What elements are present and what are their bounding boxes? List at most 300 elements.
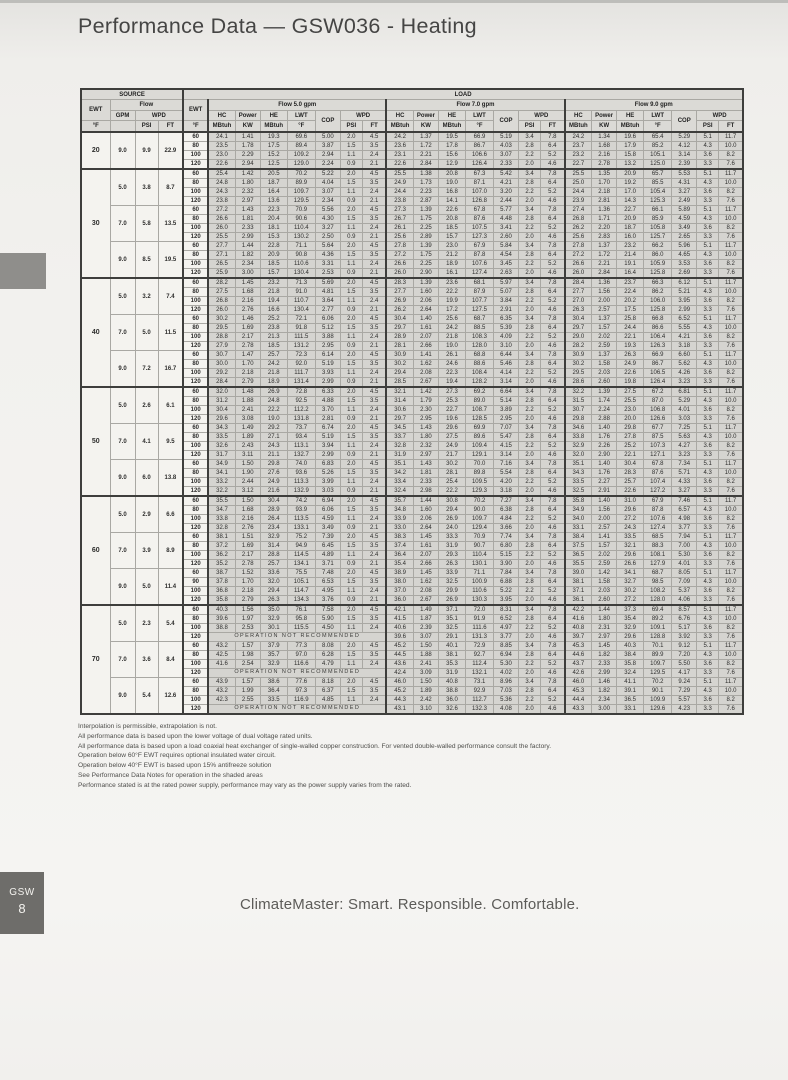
value-cell: 2.1 [362,596,386,606]
value-cell: 4.6 [541,306,565,315]
value-cell: 40.6 [386,624,413,633]
value-cell: 87.0 [644,397,672,406]
value-cell: 27.3 [386,206,413,215]
value-cell: 28.6 [565,378,592,388]
source-psi-value: 2.6 [135,387,158,424]
value-cell: 2.1 [362,451,386,460]
value-cell: 2.4 [362,478,386,487]
value-cell: 32.0 [565,451,592,460]
lwt-unit: °F [644,121,672,133]
value-cell: 46.0 [386,678,413,687]
value-cell: 91.0 [287,288,315,297]
value-cell: 34.9 [208,460,235,469]
value-cell: 1.37 [592,351,617,360]
value-cell: 3.6 [697,224,719,233]
source-ft-value: 6.6 [158,496,183,533]
value-cell: 10.0 [719,506,743,515]
value-cell: 4.3 [697,215,719,224]
value-cell: 28.9 [260,506,287,515]
value-cell: 7.09 [672,578,697,587]
value-cell: 1.34 [592,132,617,142]
value-cell: 34.6 [565,424,592,433]
value-cell: 7.8 [541,678,565,687]
value-cell: 3.3 [697,705,719,715]
value-cell: 67.7 [644,424,672,433]
value-cell: 129.1 [465,451,493,460]
value-cell: 5.36 [494,696,519,705]
value-cell: 7.8 [541,278,565,288]
value-cell: 1.80 [235,179,260,188]
value-cell: 114.7 [287,587,315,596]
footnotes [78,722,738,791]
value-cell: 37.5 [565,542,592,551]
value-cell: 2.0 [340,605,362,615]
value-cell: 5.14 [494,397,519,406]
value-cell: 8.2 [719,442,743,451]
ft-header: FT [158,121,183,133]
source-gpm-value: 9.0 [110,351,135,388]
value-cell: 110.4 [465,551,493,560]
value-cell: 1.62 [413,578,438,587]
value-cell: 27.2 [386,251,413,260]
value-cell: 12.9 [438,160,465,170]
value-cell: 8.2 [719,224,743,233]
value-cell: 6.53 [315,578,340,587]
value-cell: 3.27 [315,224,340,233]
value-cell: 8.2 [719,515,743,524]
source-ewt-value: 60 [81,496,110,605]
value-cell: 7.8 [541,460,565,469]
value-cell: 5.1 [697,496,719,506]
value-cell: 22.2 [260,406,287,415]
value-cell: 27.5 [438,433,465,442]
value-cell: 1.40 [592,424,617,433]
value-cell: 2.78 [235,560,260,569]
value-cell: 1.1 [340,696,362,705]
value-cell: 33.8 [208,515,235,524]
value-cell: 7.94 [672,533,697,542]
value-cell: 42.4 [386,669,413,678]
value-cell: 4.5 [362,569,386,578]
value-cell: 39.1 [617,687,644,696]
value-cell: 4.5 [362,642,386,651]
value-cell: 1.57 [235,678,260,687]
value-cell: 2.89 [413,233,438,242]
value-cell: 32.6 [438,705,465,715]
value-cell: 7.8 [541,424,565,433]
value-cell: 2.79 [235,378,260,388]
value-cell: 1.1 [340,224,362,233]
value-cell: 11.7 [719,278,743,288]
load-ewt-value: 100 [183,151,208,160]
value-cell: 131.4 [287,378,315,388]
value-cell: 2.99 [672,306,697,315]
value-cell: 1.79 [413,397,438,406]
value-cell: 2.4 [362,188,386,197]
source-ft-value: 13.8 [158,460,183,497]
value-cell: 7.29 [672,687,697,696]
value-cell: 27.6 [260,469,287,478]
value-cell: 33.7 [386,433,413,442]
value-cell: 44.5 [386,651,413,660]
value-cell: 5.62 [672,360,697,369]
load-ewt-value: 120 [183,560,208,569]
value-cell: 26.1 [438,351,465,360]
value-cell: 3.95 [672,297,697,306]
value-cell: 2.0 [519,705,541,715]
value-cell: 4.3 [697,687,719,696]
value-cell: 17.5 [617,306,644,315]
value-cell: 3.4 [519,315,541,324]
load-ewt-value: 100 [183,188,208,197]
value-cell: 20.8 [438,169,465,179]
value-cell: 1.39 [413,242,438,251]
value-cell: 2.4 [362,224,386,233]
value-cell: 90.1 [644,687,672,696]
value-cell: 23.9 [565,197,592,206]
value-cell: 72.3 [287,351,315,360]
value-cell: 1.41 [592,533,617,542]
value-cell: 109.5 [465,478,493,487]
value-cell: 2.18 [592,188,617,197]
power-header: Power [235,111,260,121]
value-cell: 128.8 [644,633,672,642]
value-cell: 2.0 [340,169,362,179]
value-cell: 32.2 [208,487,235,497]
value-cell: 3.4 [519,206,541,215]
scan-top-edge [0,0,788,3]
source-ewt-value: 40 [81,278,110,387]
value-cell: 1.5 [340,179,362,188]
footnote: Interpolation is permissible, extrapolation is not. [78,723,217,730]
value-cell: 37.1 [438,605,465,615]
value-cell: 73.7 [287,424,315,433]
value-cell: 6.44 [494,351,519,360]
value-cell: 23.8 [208,197,235,206]
value-cell: 7.48 [315,569,340,578]
value-cell: 107.6 [465,260,493,269]
value-cell: 2.53 [235,624,260,633]
value-cell: 31.4 [260,542,287,551]
value-cell: 21.8 [260,288,287,297]
value-cell: 7.20 [672,651,697,660]
load-ewt-value: 100 [183,551,208,560]
load-ewt-value: 120 [183,378,208,388]
source-psi-value: 6.0 [135,460,158,497]
value-cell: 26.3 [617,351,644,360]
value-cell: 1.41 [413,351,438,360]
source-gpm-value: 9.0 [110,132,135,169]
value-cell: 113.5 [287,515,315,524]
value-cell: 24.8 [260,397,287,406]
value-cell: 94.9 [287,542,315,551]
lwt-unit: °F [465,121,493,133]
value-cell: 7.03 [494,687,519,696]
value-cell: 7.84 [494,569,519,578]
value-cell: 1.81 [413,469,438,478]
value-cell: 21.7 [438,451,465,460]
value-cell: 1.1 [340,333,362,342]
value-cell: 3.49 [315,524,340,533]
value-cell: 4.3 [697,542,719,551]
value-cell: 3.5 [362,651,386,660]
page-title: Performance Data — GSW036 - Heating [78,14,477,39]
value-cell: 6.14 [315,351,340,360]
source-psi-value: 2.3 [135,605,158,642]
value-cell: 3.87 [315,142,340,151]
value-cell: 127.5 [465,306,493,315]
source-gpm-value: 5.0 [110,169,135,206]
value-cell: 7.6 [719,560,743,569]
value-cell: 5.00 [315,132,340,142]
value-cell: 5.12 [315,324,340,333]
value-cell: 1.42 [235,169,260,179]
value-cell: 5.29 [672,397,697,406]
value-cell: 7.6 [719,705,743,715]
value-cell: 28.2 [565,342,592,351]
value-cell: 3.95 [494,596,519,606]
value-cell: 2.34 [315,197,340,206]
value-cell: 10.0 [719,288,743,297]
value-cell: 22.7 [617,206,644,215]
source-ft-value: 12.6 [158,678,183,715]
page-footer-box [0,872,44,934]
load-ewt-value: 120 [183,596,208,606]
value-cell: 2.0 [340,496,362,506]
value-cell: 108.1 [644,551,672,560]
value-cell: 27.4 [565,206,592,215]
lwt-header: LWT [465,111,493,121]
value-cell: 2.0 [340,533,362,542]
value-cell: 2.29 [235,151,260,160]
value-cell: 35.4 [617,615,644,624]
value-cell: 65.4 [644,132,672,142]
value-cell: 2.64 [413,306,438,315]
value-cell: 6.45 [315,542,340,551]
value-cell: 7.6 [719,596,743,606]
value-cell: 11.7 [719,132,743,142]
value-cell: 27.8 [565,242,592,251]
value-cell: 1.45 [413,533,438,542]
value-cell: 3.64 [315,297,340,306]
footer-box-page-number: 8 [18,901,26,916]
value-cell: 2.2 [519,660,541,669]
source-gpm-value: 9.0 [110,460,135,497]
value-cell: 19.9 [438,297,465,306]
value-cell: 2.8 [519,251,541,260]
value-cell: 19.6 [617,132,644,142]
value-cell: 2.33 [413,478,438,487]
value-cell: 130.4 [287,269,315,279]
value-cell: 7.39 [315,533,340,542]
value-cell: 70.1 [644,642,672,651]
value-cell: 5.97 [494,278,519,288]
value-cell: 8.57 [672,605,697,615]
value-cell: 2.2 [519,406,541,415]
value-cell: 27.2 [617,596,644,606]
value-cell: 15.2 [260,151,287,160]
value-cell: 4.6 [541,524,565,533]
value-cell: 1.36 [592,206,617,215]
value-cell: 2.1 [362,269,386,279]
value-cell: 5.2 [541,587,565,596]
value-cell: 2.33 [235,224,260,233]
value-cell: 1.68 [235,288,260,297]
value-cell: 7.8 [541,605,565,615]
flow-group-header-2: Flow 9.0 gpm [565,100,743,111]
value-cell: 1.88 [235,397,260,406]
value-cell: 28.9 [386,333,413,342]
load-ewt-value: 120 [183,160,208,170]
value-cell: 7.8 [541,351,565,360]
value-cell: 15.7 [260,269,287,279]
value-cell: 3.3 [697,596,719,606]
table-row [81,569,743,578]
value-cell: 126.6 [644,415,672,424]
value-cell: 43.7 [565,660,592,669]
value-cell: 37.8 [208,578,235,587]
value-cell: 2.07 [413,551,438,560]
value-cell: 32.2 [565,387,592,397]
value-cell: 127.3 [465,233,493,242]
load-ewt-value: 60 [183,315,208,324]
load-ewt-value: 120 [183,633,208,642]
value-cell: 3.4 [519,642,541,651]
value-cell: 20.9 [617,169,644,179]
value-cell: 125.8 [644,306,672,315]
value-cell: 29.6 [617,551,644,560]
value-cell: 42.6 [565,669,592,678]
source-ft-value: 8.9 [158,533,183,569]
value-cell: 2.03 [592,369,617,378]
value-cell: 1.1 [340,442,362,451]
value-cell: 1.1 [340,660,362,669]
value-cell: 125.8 [644,269,672,279]
value-cell: 18.7 [260,179,287,188]
value-cell: 2.67 [413,378,438,388]
value-cell: 35.4 [386,560,413,569]
value-cell: 7.6 [719,633,743,642]
value-cell: 131.8 [287,415,315,424]
value-cell: 3.11 [235,451,260,460]
value-cell: 1.74 [592,397,617,406]
footnote: Performance stated is at the rated power supply, performance may vary as the power supply varies from the rated. [78,781,412,789]
value-cell: 26.3 [260,596,287,606]
value-cell: 29.3 [438,551,465,560]
value-cell: 31.9 [386,451,413,460]
value-cell: 4.03 [494,142,519,151]
value-cell: 2.84 [413,160,438,170]
value-cell: 27.1 [208,251,235,260]
value-cell: 10.0 [719,179,743,188]
value-cell: 32.9 [260,533,287,542]
value-cell: 41.6 [208,660,235,669]
value-cell: 5.64 [315,242,340,251]
value-cell: 1.62 [413,360,438,369]
value-cell: 19.5 [438,132,465,142]
value-cell: 32.4 [386,487,413,497]
value-cell: 4.3 [697,288,719,297]
load-ewt-value: 80 [183,397,208,406]
load-header: LOAD [183,89,743,100]
value-cell: 5.1 [697,169,719,179]
value-cell: 68.8 [465,351,493,360]
load-ewt-value: 60 [183,132,208,142]
value-cell: 21.1 [260,451,287,460]
value-cell: 70.2 [465,496,493,506]
value-cell: 25.6 [438,315,465,324]
value-cell: 22.2 [438,288,465,297]
value-cell: 1.1 [340,515,362,524]
value-cell: 1.5 [340,215,362,224]
value-cell: 2.91 [494,306,519,315]
value-cell: 3.5 [362,687,386,696]
value-cell: 33.5 [565,478,592,487]
value-cell: 35.8 [208,596,235,606]
value-cell: 110.6 [287,260,315,269]
value-cell: 22.7 [438,406,465,415]
value-cell: 2.97 [592,633,617,642]
value-cell: 2.78 [235,342,260,351]
source-psi-value: 8.5 [135,242,158,279]
value-cell: 18.9 [260,378,287,388]
value-cell: 15.7 [438,233,465,242]
value-cell: 69.6 [287,132,315,142]
value-cell: 1.39 [413,206,438,215]
value-cell: 4.06 [672,596,697,606]
value-cell: 10.0 [719,360,743,369]
value-cell: 4.01 [672,406,697,415]
value-cell: 1.1 [340,369,362,378]
value-cell: 4.6 [541,633,565,642]
value-cell: 3.3 [697,160,719,170]
value-cell: 36.5 [565,551,592,560]
source-ft-value: 13.5 [158,206,183,242]
source-gpm-value: 9.0 [110,569,135,606]
value-cell: 30.8 [438,496,465,506]
value-cell: 2.02 [592,333,617,342]
source-psi-value: 3.8 [135,169,158,206]
value-cell: 5.17 [672,624,697,633]
value-cell: 31.0 [617,496,644,506]
value-cell: 67.9 [644,496,672,506]
value-cell: 26.6 [617,560,644,569]
value-cell: 24.9 [617,360,644,369]
value-cell: 19.3 [260,132,287,142]
value-cell: 128.5 [465,415,493,424]
value-cell: 5.90 [315,615,340,624]
value-cell: 27.8 [386,242,413,251]
value-cell: 3.53 [672,260,697,269]
value-cell: 20.0 [617,415,644,424]
value-cell: 18.9 [438,260,465,269]
value-cell: 1.5 [340,324,362,333]
value-cell: 2.0 [340,642,362,651]
value-cell: 3.3 [697,306,719,315]
value-cell: 2.90 [413,269,438,279]
value-cell: 35.7 [260,651,287,660]
performance-table [80,88,744,715]
value-cell: 33.5 [260,696,287,705]
wpd-header: WPD [697,111,743,121]
value-cell: 2.2 [519,624,541,633]
value-cell: 1.45 [413,569,438,578]
value-cell: 89.2 [644,615,672,624]
value-cell: 4.21 [494,179,519,188]
load-ewt-unit: °F [183,121,208,133]
value-cell: 5.1 [697,242,719,251]
value-cell: 32.9 [260,660,287,669]
